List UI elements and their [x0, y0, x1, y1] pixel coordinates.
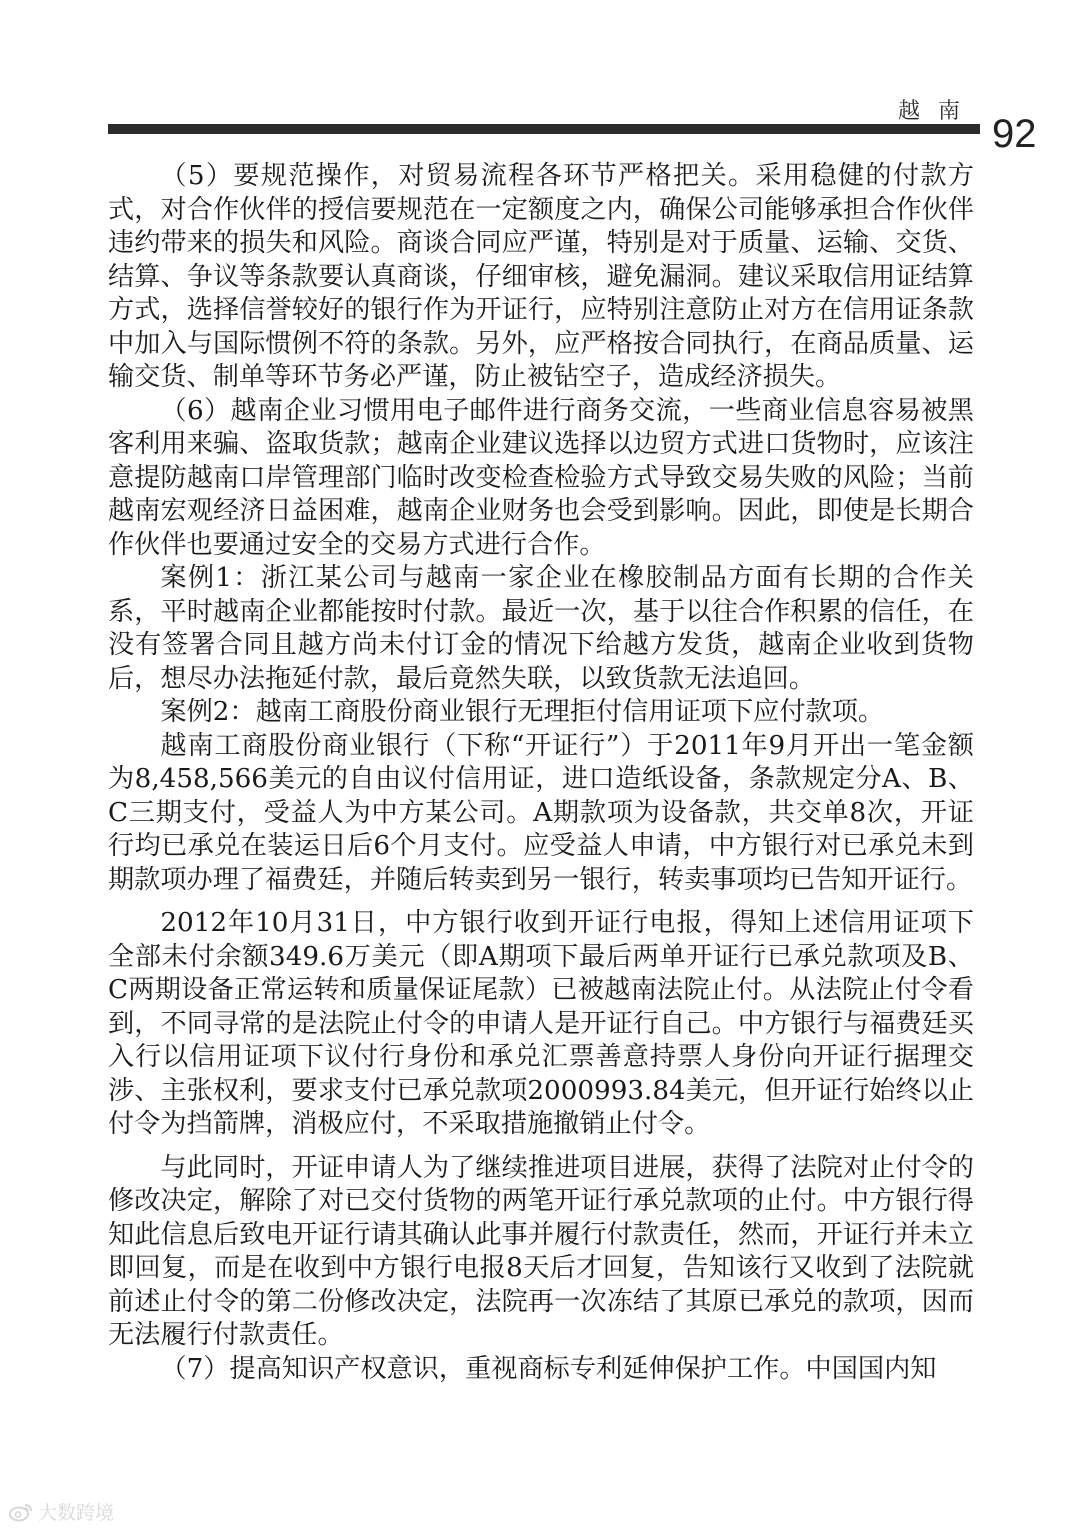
- paragraph-point-5: （5）要规范操作，对贸易流程各环节严格把关。采用稳健的付款方式，对合作伙伴的授信要规范在一定额度之内，确保公司能够承担合作伙伴违约带来的损失和风险。商谈合同应严谨，特别是对于质量、运输、交货、结算、争议等条款要认真商谈，仔细审核，避免漏洞。建议采取信用证结算方式，选择信誉较好的银行作为开证行，应特别注意防止对方在信用证条款中加入与国际惯例不符的条款。另外，应严格按合同执行，在商品质量、运输交货、制单等环节务必严谨，防止被钻空子，造成经济损失。: [108, 161, 974, 392]
- watermark-text: 大数跨境: [38, 1502, 115, 1524]
- paragraph-point-6: （6）越南企业习惯用电子邮件进行商务交流，一些商业信息容易被黑客利用来骗、盗取货款；越南企业建议选择以边贸方式进口货物时，应该注意提防越南口岸管理部门临时改变检查检验方式导致交易失败的风险；当前越南宏观经济日益困难，越南企业财务也会受到影响。因此，即使是长期合作伙伴也要通过安全的交易方式进行合作。: [108, 395, 974, 560]
- paragraph-case-2-modification: 与此同时，开证申请人为了继续推进项目进展，获得了法院对止付令的修改决定，解除了对已交付货物的两笔开证行承兑款项的止付。中方银行得知此信息后致电开证行请其确认此事并履行付款责任，然而，开证行并未立即回复，而是在收到中方银行电报8天后才回复，告知该行又收到了法院就前述止付令的第二份修改决定，法院再一次冻结了其原已承兑的款项，因而无法履行付款责任。: [108, 1152, 974, 1350]
- paragraph-case-2-stop-payment: 2012年10月31日，中方银行收到开证行电报，得知上述信用证项下全部未付余额349.6万美元（即A期项下最后两单开证行已承兑款项及B、C两期设备正常运转和质量保证尾款）已被越南法院止付。从法院止付令看到，不同寻常的是法院止付令的申请人是开证行自己。中方银行与福费廷买入行以信用证项下议付行身份和承兑汇票善意持票人身份向开证行据理交涉、主张权利，要求支付已承兑款项2000993.84美元，但开证行始终以止付令为挡箭牌，消极应付，不采取措施撤销止付令。: [108, 908, 974, 1139]
- paragraph-case-2-title: 案例2：越南工商股份商业银行无理拒付信用证项下应付款项。: [160, 697, 885, 727]
- running-header-title: 越南: [898, 99, 979, 124]
- watermark: [8, 1498, 114, 1525]
- weibo-icon: [8, 1502, 34, 1522]
- paragraph-case-2-detail: 越南工商股份商业银行（下称“开证行”）于2011年9月开出一笔金额为8,458,566美元的自由议付信用证，进口造纸设备，条款规定分A、B、C三期支付，受益人为中方某公司。A期款项为设备款，共交单8次，开证行均已承兑在装运日后6个月支付。应受益人申请，中方银行对已承兑未到期款项办理了福费廷，并随后转卖到另一银行，转卖事项均已告知开证行。: [108, 730, 974, 895]
- paragraph-point-7: （7）提高知识产权意识，重视商标专利延伸保护工作。中国国内知: [160, 1353, 937, 1384]
- body-text: [108, 160, 974, 1386]
- paragraph-case-1: 案例1：浙江某公司与越南一家企业在橡胶制品方面有长期的合作关系，平时越南企业都能按时付款。最近一次，基于以往合作积累的信任，在没有签署合同且越方尚未付订金的情况下给越方发货，越南企业收到货物后，想尽办法拖延付款，最后竟然失联，以致货款无法追回。: [108, 563, 974, 694]
- header-rule: [108, 124, 980, 134]
- page-number: 92: [992, 112, 1037, 156]
